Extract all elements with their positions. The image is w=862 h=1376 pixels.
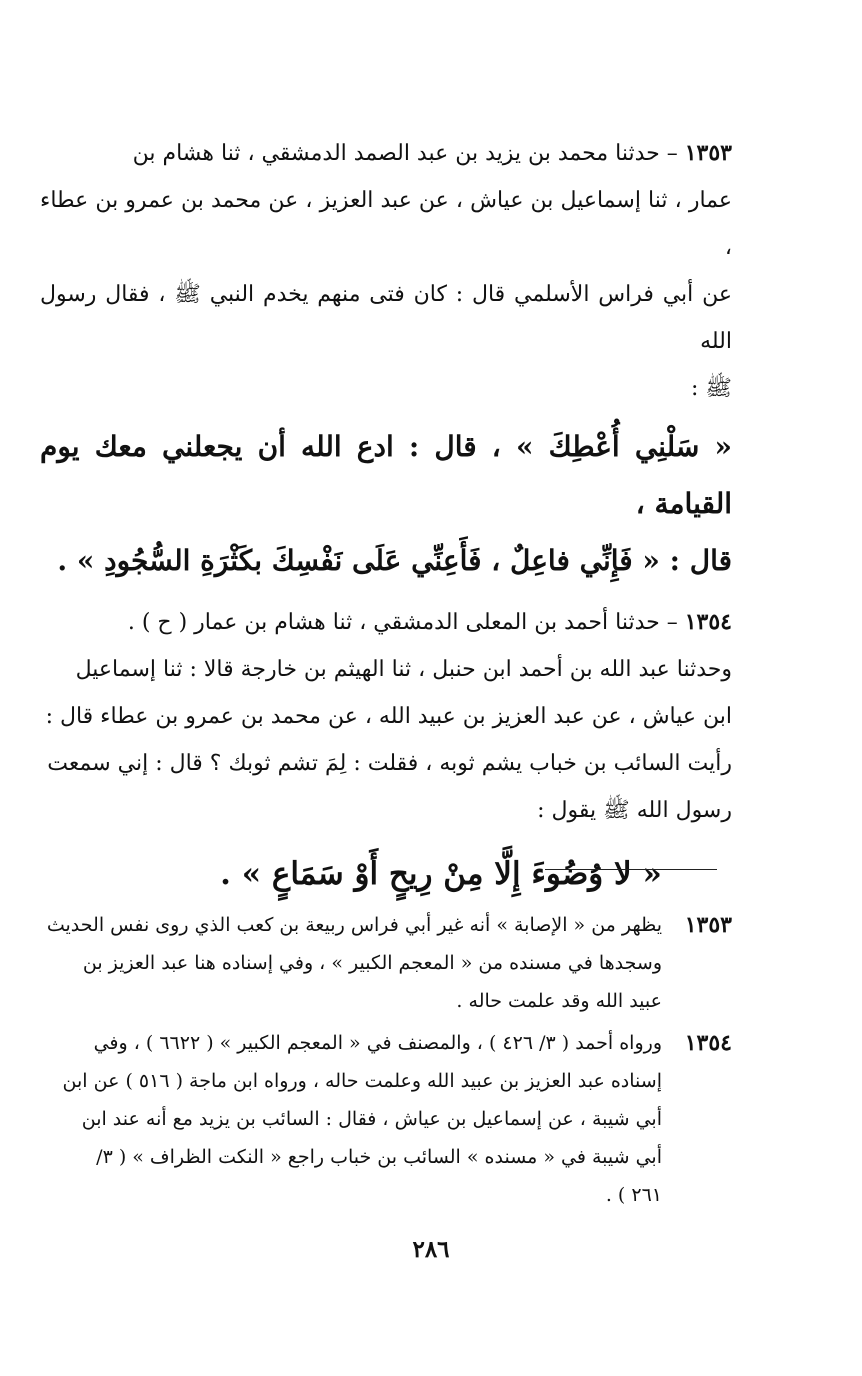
hadith-number: ١٣٥٣ bbox=[684, 140, 732, 166]
footnote bbox=[40, 906, 732, 1020]
footnote-line: أبي شيبة في « مسنده » السائب بن خباب راجع « النكت الظراف » ( ٣/ bbox=[96, 1146, 662, 1168]
quote-line: « سَلْنِي أُعْطِكَ » ، قال : ادع الله أن يجعلني معك يوم القيامة ، bbox=[40, 430, 732, 520]
text-line: رسول الله ﷺ يقول : bbox=[537, 798, 732, 823]
text-line: – حدثنا محمد بن يزيد بن عبد الصمد الدمشقي ، ثنا هشام بن bbox=[132, 141, 678, 166]
hadith-1354 bbox=[40, 599, 732, 834]
page-number: ٢٨٦ bbox=[412, 1236, 450, 1263]
hadith-quote: « لا وُضُوءَ إِلَّا مِنْ رِيحٍ أَوْ سَمَاعٍ » . bbox=[220, 856, 662, 892]
text-line: عن أبي فراس الأسلمي قال : كان فتى منهم يخدم النبي ﷺ ، فقال رسول الله bbox=[40, 282, 732, 354]
text-line: رأيت السائب بن خباب يشم ثوبه ، فقلت : لِمَ تشم ثوبك ؟ قال : إني سمعت bbox=[47, 751, 732, 776]
footnote-separator bbox=[545, 869, 717, 870]
main-text bbox=[40, 130, 732, 904]
footnote-line: ورواه أحمد ( ٣/ ٤٢٦ ) ، والمصنف في « المعجم الكبير » ( ٦٦٢٢ ) ، وفي bbox=[93, 1032, 662, 1054]
footnotes bbox=[40, 906, 732, 1218]
text-line: – حدثنا أحمد بن المعلى الدمشقي ، ثنا هشام بن عمار ( ح ) . bbox=[127, 610, 678, 635]
hadith-number: ١٣٥٤ bbox=[684, 609, 732, 635]
footnote-line: أبي شيبة ، عن إسماعيل بن عياش ، فقال : السائب بن يزيد مع أنه عند ابن bbox=[81, 1108, 662, 1130]
footnote-line: ٢٦١ ) . bbox=[605, 1184, 662, 1206]
hadith-quote bbox=[40, 412, 732, 599]
footnote-number: ١٣٥٣ bbox=[684, 912, 732, 938]
footnote bbox=[40, 1024, 732, 1214]
footnote-line: وسجدها في مسنده من « المعجم الكبير » ، وفي إسناده هنا عبد العزيز بن bbox=[82, 952, 662, 974]
hadith-1353 bbox=[40, 130, 732, 412]
footnote-number: ١٣٥٤ bbox=[684, 1030, 732, 1056]
text-line: ﷺ : bbox=[691, 376, 732, 401]
text-line: عمار ، ثنا إسماعيل بن عياش ، عن عبد العزيز ، عن محمد بن عمرو بن عطاء ، bbox=[40, 188, 732, 260]
text-line: ابن عياش ، عن عبد العزيز بن عبيد الله ، عن محمد بن عمرو بن عطاء قال : bbox=[45, 704, 732, 729]
quote-line: قال : « فَإِنِّي فاعِلٌ ، فَأَعِنِّي عَلَى نَفْسِكَ بكَثْرَةِ السُّجُودِ » . bbox=[57, 544, 732, 577]
footnote-line: يظهر من « الإصابة » أنه غير أبي فراس ربيعة بن كعب الذي روى نفس الحديث bbox=[46, 914, 662, 936]
text-line: وحدثنا عبد الله بن أحمد ابن حنبل ، ثنا الهيثم بن خارجة قالا : ثنا إسماعيل bbox=[75, 657, 732, 682]
footnote-line: إسناده عبد العزيز بن عبيد الله وعلمت حاله ، ورواه ابن ماجة ( ٥١٦ ) عن ابن bbox=[62, 1070, 662, 1092]
footnote-line: عبيد الله وقد علمت حاله . bbox=[456, 990, 662, 1012]
